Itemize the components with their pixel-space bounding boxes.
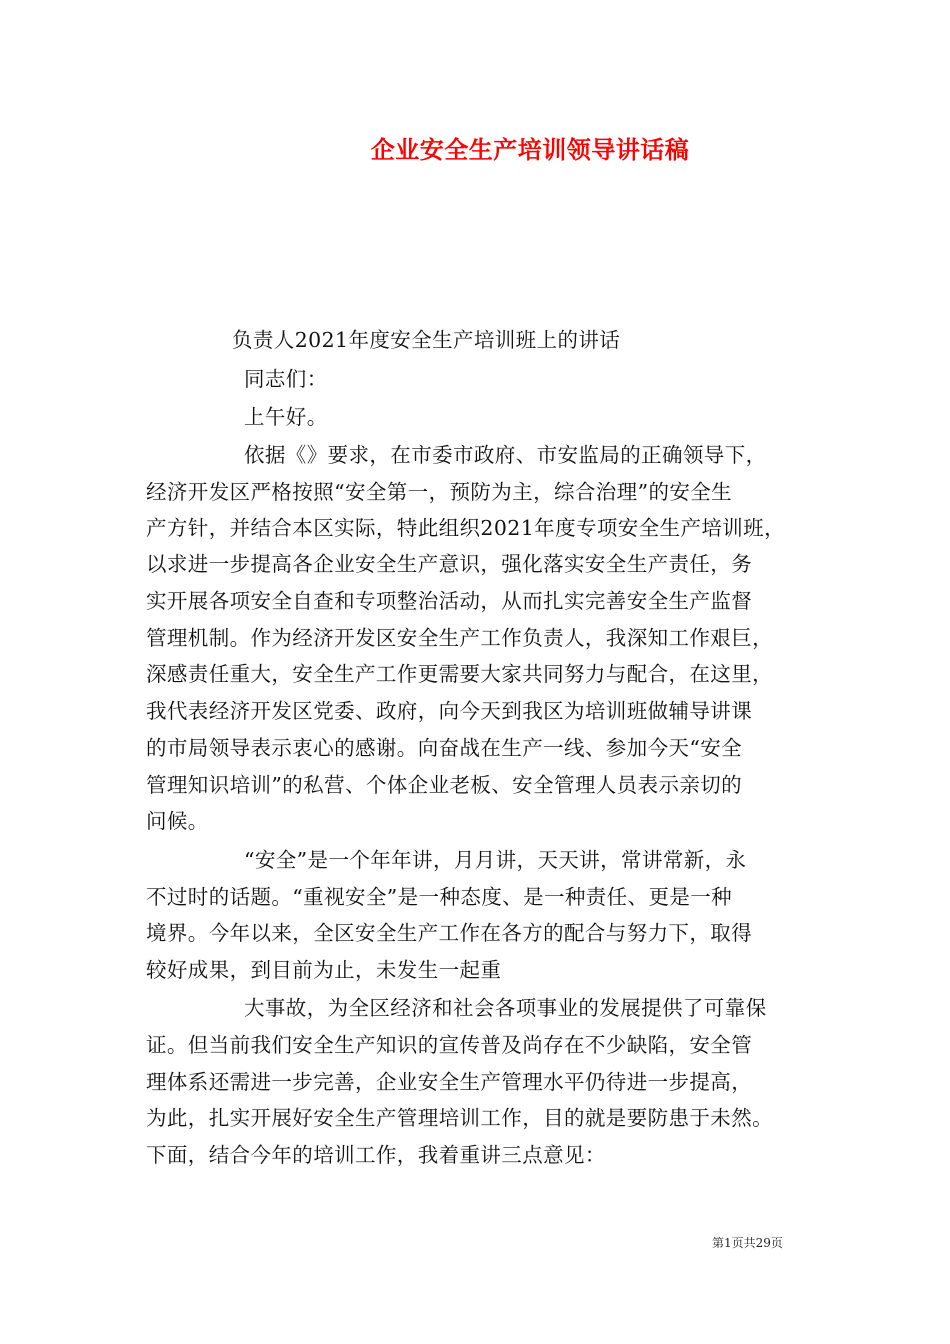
paragraph-line: 的市局领导表示衷心的感谢。向奋战在生产一线、参加今天“安全: [146, 736, 743, 760]
paragraph-line: 问候。: [146, 809, 209, 833]
paragraph-line: 管理机制。作为经济开发区安全生产工作负责人，我深知工作艰巨，: [146, 626, 773, 650]
paragraph-line: 不过时的话题。“重视安全”是一种态度、是一种责任、更是一种: [146, 885, 733, 909]
greeting-line: 同志们：: [244, 367, 328, 391]
paragraph-line: 管理知识培训”的私营、个体企业老板、安全管理人员表示亲切的: [146, 773, 743, 797]
paragraph-line: 以求进一步提高各企业安全生产意识，强化落实安全生产责任，务: [146, 552, 753, 576]
paragraph-line: 大事故，为全区经济和社会各项事业的发展提供了可靠保: [244, 996, 767, 1020]
paragraph-line: 我代表经济开发区党委、政府，向今天到我区为培训班做辅导讲课: [146, 699, 753, 723]
speech-subtitle: 负责人2021年度安全生产培训班上的讲话: [232, 328, 621, 352]
paragraph-line: 经济开发区严格按照“安全第一，预防为主，综合治理”的安全生: [146, 480, 733, 504]
paragraph-line: 境界。今年以来，全区安全生产工作在各方的配合与努力下，取得: [146, 921, 753, 945]
paragraph-line: 下面，结合今年的培训工作，我着重讲三点意见：: [146, 1143, 606, 1167]
paragraph-line: 深感责任重大，安全生产工作更需要大家共同努力与配合，在这里，: [146, 662, 773, 686]
paragraph-line: 为此，扎实开展好安全生产管理培训工作，目的就是要防患于未然。: [146, 1106, 773, 1130]
paragraph-line: 实开展各项安全自查和专项整治活动，从而扎实完善安全生产监督: [146, 589, 753, 613]
paragraph-line: 理体系还需进一步完善，企业安全生产管理水平仍待进一步提高，: [146, 1070, 753, 1094]
paragraph-line: 证。但当前我们安全生产知识的宣传普及尚存在不少缺陷，安全管: [146, 1033, 753, 1057]
paragraph-line: 产方针，并结合本区实际，特此组织2021年度专项安全生产培训班，: [146, 516, 785, 540]
greeting-line: 上午好。: [244, 405, 328, 429]
paragraph-line: 依据《》要求，在市委市政府、市安监局的正确领导下，: [244, 443, 767, 467]
document-title: 企业安全生产培训领导讲话稿: [370, 136, 690, 164]
paragraph-line: “安全”是一个年年讲，月月讲，天天讲，常讲常新，永: [244, 848, 747, 872]
paragraph-line: 较好成果，到目前为止，未发生一起重: [146, 958, 502, 982]
page-number-footer: 第1页共29页: [712, 1236, 783, 1250]
